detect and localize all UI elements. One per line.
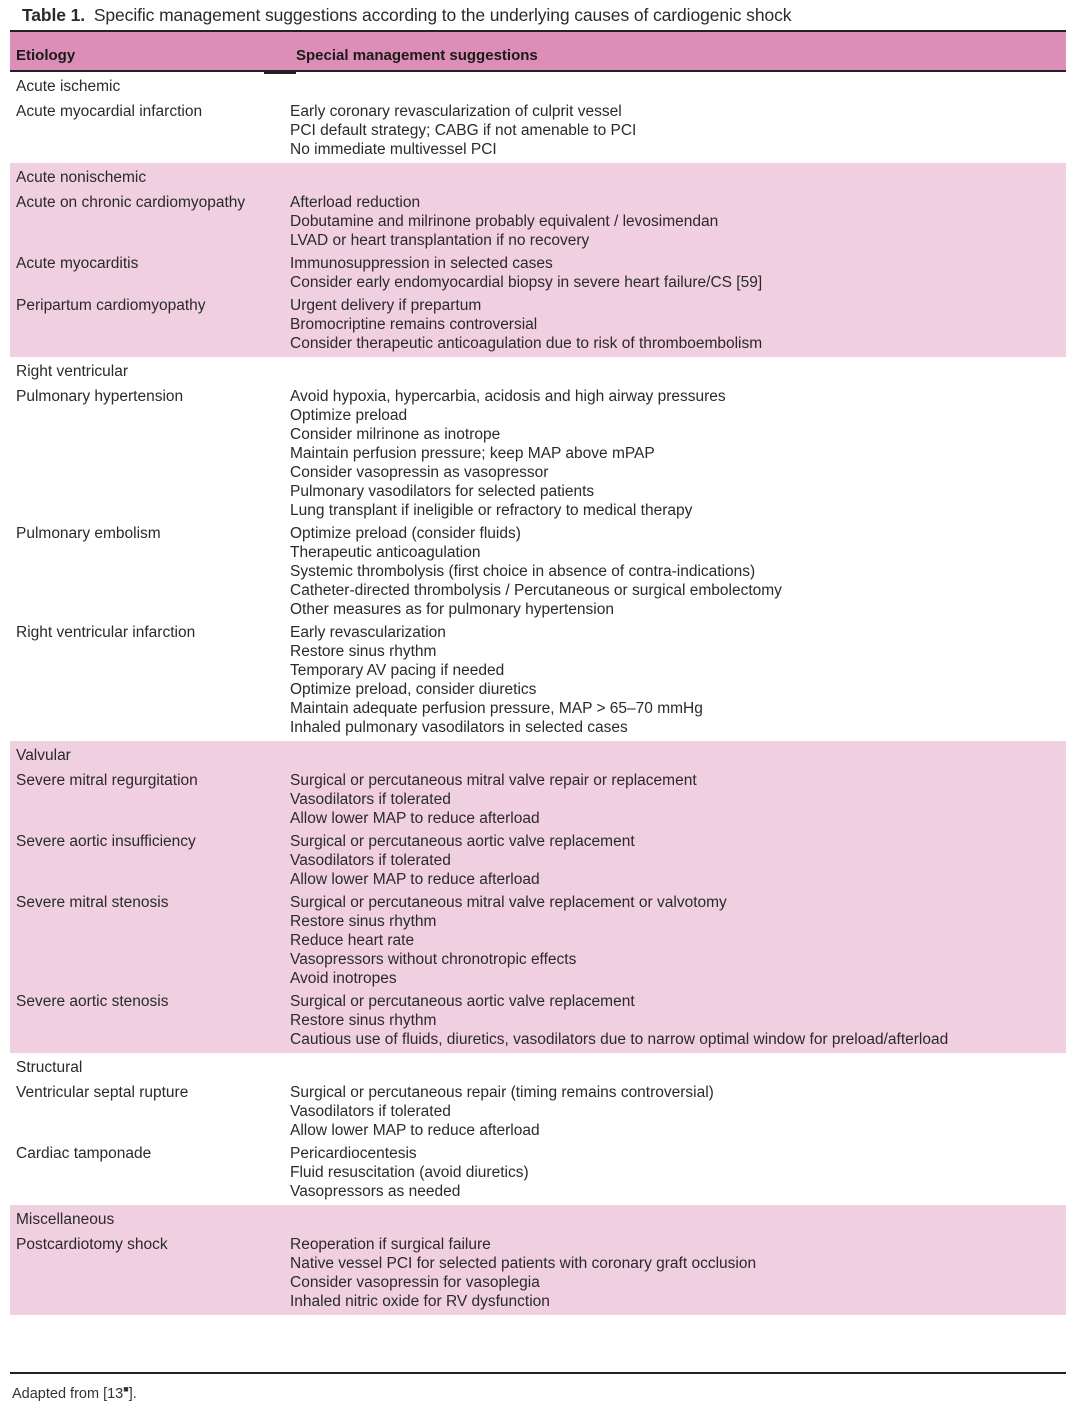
suggestion-line: Therapeutic anticoagulation [290,544,481,561]
suggestion-line: Maintain adequate perfusion pressure, MAP > 65–70 mmHg [290,700,703,717]
suggestion-line: Optimize preload (consider fluids) [290,525,521,542]
group-title: Valvular [16,747,71,764]
table-row [10,889,1066,988]
table-footnote [12,1384,137,1402]
table-row [10,250,1066,292]
suggestion-line: No immediate multivessel PCI [290,141,497,158]
suggestion-line: Optimize preload [290,407,408,424]
suggestion-line: Afterload reduction [290,194,421,211]
table-row [10,619,1066,737]
suggestion-line: Vasopressors without chronotropic effects [290,951,577,968]
suggestion-line: PCI default strategy; CABG if not amenable to PCI [290,122,637,139]
suggestion-line: Dobutamine and milrinone probably equivalent / levosimendan [290,213,719,230]
etiology-cell: Acute myocarditis [16,255,139,272]
etiology-cell: Pulmonary embolism [16,525,161,542]
suggestion-line: Allow lower MAP to reduce afterload [290,810,540,827]
group-title: Miscellaneous [16,1211,115,1228]
etiology-cell: Right ventricular infarction [16,624,196,641]
table-row [10,988,1066,1049]
footnote-mark: ■ [123,1384,129,1394]
suggestion-line: Other measures as for pulmonary hypertension [290,601,614,618]
suggestion-line: Inhaled pulmonary vasodilators in selected cases [290,719,628,736]
suggestions-cell [290,387,1066,520]
etiology-cell: Severe mitral regurgitation [16,772,198,789]
suggestion-line: Catheter-directed thrombolysis / Percutaneous or surgical embolectomy [290,582,782,599]
suggestions-cell [290,254,1066,292]
row-group [10,163,1066,357]
etiology-cell: Acute myocardial infarction [16,103,203,120]
suggestions-cell [290,102,1066,159]
suggestion-line: Surgical or percutaneous aortic valve replacement [290,833,635,850]
suggestion-line: Pericardiocentesis [290,1145,417,1162]
suggestion-line: Surgical or percutaneous aortic valve replacement [290,993,635,1010]
table-row [10,292,1066,353]
etiology-cell: Pulmonary hypertension [16,388,184,405]
row-group [10,1053,1066,1205]
suggestion-line: Systemic thrombolysis (first choice in absence of contra-indications) [290,563,756,580]
suggestion-line: Consider vasopressin as vasopressor [290,464,549,481]
etiology-cell: Peripartum cardiomyopathy [16,297,206,314]
suggestions-cell [290,893,1066,988]
suggestion-line: Consider milrinone as inotrope [290,426,501,443]
suggestion-line: Allow lower MAP to reduce afterload [290,1122,540,1139]
etiology-cell: Ventricular septal rupture [16,1084,189,1101]
suggestion-line: Cautious use of fluids, diuretics, vasodilators due to narrow optimal window for preload/afterload [290,1031,949,1048]
table-body [10,72,1066,1315]
etiology-cell: Cardiac tamponade [16,1145,152,1162]
table-row [10,520,1066,619]
suggestion-line: Early coronary revascularization of culprit vessel [290,103,622,120]
suggestions-cell [290,771,1066,828]
suggestion-line: Restore sinus rhythm [290,1012,437,1029]
suggestion-line: Reduce heart rate [290,932,415,949]
suggestion-line: Restore sinus rhythm [290,913,437,930]
suggestions-cell [290,1083,1066,1140]
table-bottom-rule [10,1372,1066,1374]
table-title: Specific management suggestions according to the underlying causes of cardiogenic shock [93,5,792,25]
suggestion-line: Vasodilators if tolerated [290,852,451,869]
suggestions-cell [290,1144,1066,1201]
suggestion-line: Lung transplant if ineligible or refractory to medical therapy [290,502,693,519]
etiology-cell: Acute on chronic cardiomyopathy [16,194,246,211]
suggestion-line: Avoid hypoxia, hypercarbia, acidosis and high airway pressures [290,388,726,405]
suggestion-line: Maintain perfusion pressure; keep MAP above mPAP [290,445,655,462]
header-suggestions: Special management suggestions [296,47,538,64]
suggestion-line: Vasopressors as needed [290,1183,461,1200]
suggestion-line: Vasodilators if tolerated [290,791,451,808]
etiology-cell: Severe aortic stenosis [16,993,169,1010]
row-group [10,357,1066,741]
table-label: Table 1. [22,5,86,25]
suggestions-cell [290,832,1066,889]
suggestion-line: Surgical or percutaneous mitral valve replacement or valvotomy [290,894,727,911]
row-group [10,72,1066,163]
header-etiology: Etiology [16,47,76,64]
etiology-cell: Severe mitral stenosis [16,894,169,911]
suggestion-line: Fluid resuscitation (avoid diuretics) [290,1164,529,1181]
group-title: Acute ischemic [16,78,121,95]
table-row [10,189,1066,250]
table-header [10,30,1066,72]
table-row [10,1231,1066,1311]
suggestion-line: Surgical or percutaneous repair (timing remains controversial) [290,1084,714,1101]
suggestion-line: Surgical or percutaneous mitral valve repair or replacement [290,772,697,789]
suggestion-line: Optimize preload, consider diuretics [290,681,537,698]
suggestion-line: Allow lower MAP to reduce afterload [290,871,540,888]
footnote-text: Adapted from [13 [12,1385,124,1402]
table-row [10,98,1066,159]
table-row [10,383,1066,520]
suggestion-line: Native vessel PCI for selected patients with coronary graft occlusion [290,1255,757,1272]
suggestions-cell [290,524,1066,619]
table-row [10,1079,1066,1140]
suggestions-cell [290,623,1066,737]
table-row [10,1140,1066,1201]
suggestion-line: Immunosuppression in selected cases [290,255,553,272]
etiology-cell: Severe aortic insufficiency [16,833,196,850]
table-caption [22,2,791,28]
suggestion-line: Temporary AV pacing if needed [290,662,505,679]
footnote-end: ]. [128,1385,137,1402]
group-title: Acute nonischemic [16,169,147,186]
suggestion-line: Urgent delivery if prepartum [290,297,482,314]
header-rule-segment [264,72,296,74]
group-title: Right ventricular [16,363,128,380]
suggestion-line: Early revascularization [290,624,446,641]
management-table [10,30,1066,1315]
suggestion-line: Pulmonary vasodilators for selected patients [290,483,595,500]
table-row [10,767,1066,828]
suggestion-line: Reoperation if surgical failure [290,1236,491,1253]
suggestion-line: LVAD or heart transplantation if no recovery [290,232,590,249]
suggestion-line: Vasodilators if tolerated [290,1103,451,1120]
group-title: Structural [16,1059,83,1076]
suggestion-line: Restore sinus rhythm [290,643,437,660]
suggestion-line: Inhaled nitric oxide for RV dysfunction [290,1293,550,1310]
suggestion-line: Consider vasopressin for vasoplegia [290,1274,540,1291]
suggestion-line: Consider therapeutic anticoagulation due to risk of thromboembolism [290,335,763,352]
suggestion-line: Bromocriptine remains controversial [290,316,538,333]
suggestions-cell [290,296,1066,353]
suggestion-line: Consider early endomyocardial biopsy in severe heart failure/CS [59] [290,274,763,291]
row-group [10,741,1066,1053]
suggestion-line: Avoid inotropes [290,970,397,987]
row-group [10,1205,1066,1315]
suggestions-cell [290,992,1066,1049]
etiology-cell: Postcardiotomy shock [16,1236,168,1253]
table-row [10,828,1066,889]
suggestions-cell [290,193,1066,250]
suggestions-cell [290,1235,1066,1311]
